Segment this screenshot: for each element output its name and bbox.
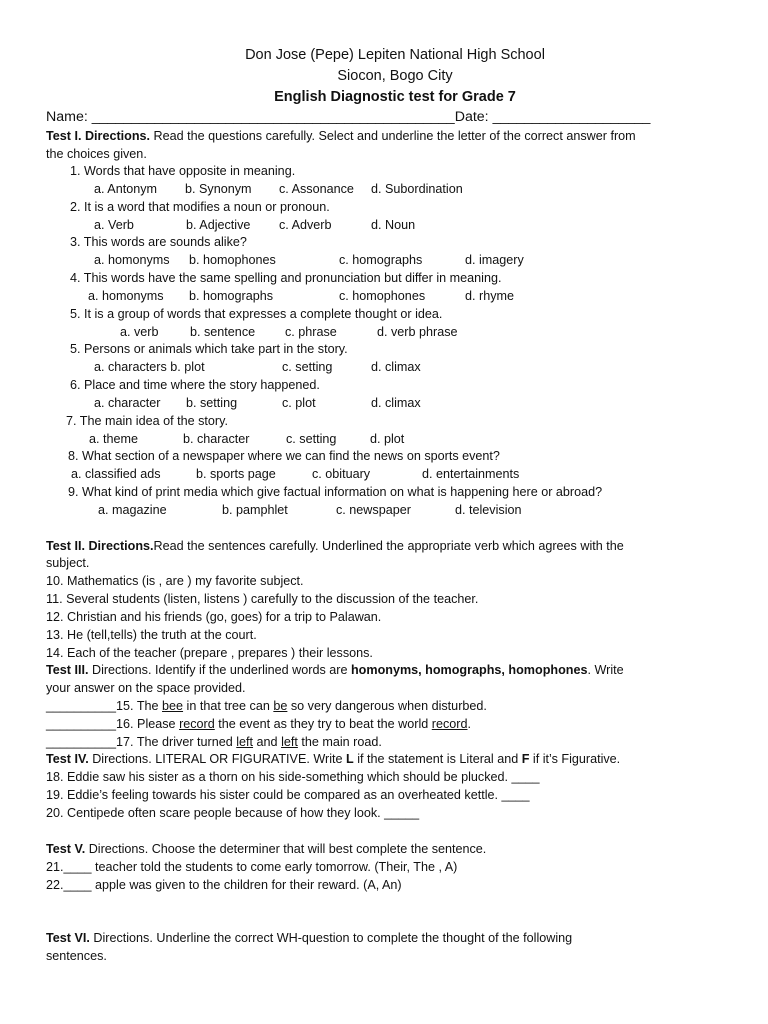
test4-item-20[interactable]: 20. Centipede often scare people because of how they look. _____: [46, 806, 420, 820]
choice[interactable]: c. homophones: [339, 289, 426, 303]
choice[interactable]: d. rhyme: [465, 289, 514, 303]
choice[interactable]: c. newspaper: [336, 503, 411, 517]
choice[interactable]: a. magazine: [98, 503, 167, 517]
answer-blank[interactable]: __________: [46, 735, 117, 749]
choice[interactable]: b. sentence: [190, 325, 256, 339]
school-name: Don Jose (Pepe) Lepiten National High School: [245, 47, 545, 63]
choice[interactable]: c. setting: [286, 432, 337, 446]
question-3: 3. This words are sounds alike?: [70, 235, 247, 249]
choice[interactable]: b. Synonym: [185, 182, 252, 196]
name-field[interactable]: ______________________________________________: [91, 109, 455, 125]
choice[interactable]: a. classified ads: [71, 467, 161, 481]
test2-item-13[interactable]: 13. He (tell,tells) the truth at the court.: [46, 628, 257, 642]
choice[interactable]: d. verb phrase: [377, 325, 458, 339]
test-title: English Diagnostic test for Grade 7: [274, 89, 516, 105]
question-4: 4. This words have the same spelling and pronunciation but differ in meaning.: [70, 271, 502, 285]
question-7: 7. The main idea of the story.: [66, 414, 228, 428]
test5-item-21[interactable]: 21.____ teacher told the students to come early tomorrow. (Their, The , A): [46, 860, 458, 874]
choice[interactable]: b. homographs: [189, 289, 274, 303]
choice[interactable]: a. character: [94, 396, 161, 410]
test2-directions: Test II. Directions.Read the sentences carefully. Underlined the appropriate verb which agrees with the: [46, 539, 624, 553]
test6-label: Test VI.: [46, 931, 90, 945]
choice[interactable]: c. homographs: [339, 253, 423, 267]
test3-directions: Test III. Directions. Identify if the underlined words are homonyms, homographs, homophones. Write: [46, 663, 624, 677]
test3-item-15: __________15. The bee in that tree can be so very dangerous when disturbed.: [46, 699, 487, 713]
test4-label: Test IV.: [46, 752, 89, 766]
test1-directions: Test I. Directions. Read the questions carefully. Select and underline the letter of the correct answer from: [46, 129, 636, 143]
choice[interactable]: a. Antonym: [94, 182, 158, 196]
choice[interactable]: a. homonyms: [94, 253, 170, 267]
test3-label: Test III.: [46, 663, 89, 677]
answer-blank[interactable]: __________: [46, 699, 117, 713]
test4-item-18[interactable]: 18. Eddie saw his sister as a thorn on his side-something which should be plucked. ____: [46, 770, 540, 784]
choice[interactable]: b. sports page: [196, 467, 276, 481]
test3-directions-cont: your answer on the space provided.: [46, 681, 246, 695]
choice[interactable]: b. setting: [186, 396, 238, 410]
choice[interactable]: d. imagery: [465, 253, 524, 267]
name-label: Name:: [46, 109, 92, 125]
choice[interactable]: c. Assonance: [279, 182, 354, 196]
question-5a: 5. It is a group of words that expresses a complete thought or idea.: [70, 307, 443, 321]
choice[interactable]: d. climax: [371, 396, 421, 410]
test4-item-19[interactable]: 19. Eddie’s feeling towards his sister could be compared as an overheated kettle. ____: [46, 788, 530, 802]
choice[interactable]: c. phrase: [285, 325, 337, 339]
question-6: 6. Place and time where the story happened.: [70, 378, 320, 392]
test5-label: Test V.: [46, 842, 86, 856]
choice[interactable]: b. character: [183, 432, 250, 446]
test2-item-12[interactable]: 12. Christian and his friends (go, goes) for a trip to Palawan.: [46, 610, 382, 624]
question-2: 2. It is a word that modifies a noun or pronoun.: [70, 200, 330, 214]
answer-blank[interactable]: __________: [46, 717, 117, 731]
test2-item-11[interactable]: 11. Several students (listen, listens ) carefully to the discussion of the teacher.: [46, 592, 479, 606]
choice[interactable]: b. pamphlet: [222, 503, 288, 517]
question-1: 1. Words that have opposite in meaning.: [70, 164, 296, 178]
test1-label: Test I. Directions.: [46, 129, 151, 143]
choice[interactable]: d. plot: [370, 432, 405, 446]
choice[interactable]: c. obituary: [312, 467, 371, 481]
test6-directions: Test VI. Directions. Underline the correct WH-question to complete the thought of the following: [46, 931, 573, 945]
choice[interactable]: b. Adjective: [186, 218, 251, 232]
choice[interactable]: d. Noun: [371, 218, 416, 232]
test3-item-16: __________16. Please record the event as they try to beat the world record.: [46, 717, 471, 731]
choice[interactable]: c. Adverb: [279, 218, 332, 232]
choice[interactable]: a. characters b. plot: [94, 360, 205, 374]
test1-directions-cont: the choices given.: [46, 147, 147, 161]
test2-label: Test II. Directions.: [46, 539, 154, 553]
choice[interactable]: c. setting: [282, 360, 333, 374]
test2-item-10[interactable]: 10. Mathematics (is , are ) my favorite subject.: [46, 574, 304, 588]
choice[interactable]: a. homonyms: [88, 289, 164, 303]
test6-directions-cont: sentences.: [46, 949, 107, 963]
test5-item-22[interactable]: 22.____ apple was given to the children for their reward. (A, An): [46, 878, 402, 892]
choice[interactable]: a. verb: [120, 325, 159, 339]
test5-directions: Test V. Directions. Choose the determiner that will best complete the sentence.: [46, 842, 487, 856]
test4-directions: Test IV. Directions. LITERAL OR FIGURATIVE. Write L if the statement is Literal and F if it’s Figurative.: [46, 752, 621, 766]
name-date-line: [46, 108, 650, 127]
test2-item-14[interactable]: 14. Each of the teacher (prepare , prepares ) their lessons.: [46, 646, 373, 660]
question-8: 8. What section of a newspaper where we can find the news on sports event?: [68, 449, 500, 463]
choice[interactable]: d. climax: [371, 360, 421, 374]
date-label: Date:: [454, 109, 493, 125]
school-address: Siocon, Bogo City: [337, 68, 453, 84]
choice[interactable]: a. theme: [89, 432, 139, 446]
choice[interactable]: d. Subordination: [371, 182, 463, 196]
choice[interactable]: c. plot: [282, 396, 316, 410]
date-field[interactable]: ____________________: [492, 109, 651, 125]
test2-directions-cont: subject.: [46, 556, 90, 570]
question-9: 9. What kind of print media which give factual information on what is happening here or abroad?: [68, 485, 603, 499]
question-5b: 5. Persons or animals which take part in the story.: [70, 342, 348, 356]
choice[interactable]: a. Verb: [94, 218, 134, 232]
choice[interactable]: b. homophones: [189, 253, 276, 267]
choice[interactable]: d. entertainments: [422, 467, 520, 481]
choice[interactable]: d. television: [455, 503, 522, 517]
test3-item-17: __________17. The driver turned left and left the main road.: [46, 735, 382, 749]
